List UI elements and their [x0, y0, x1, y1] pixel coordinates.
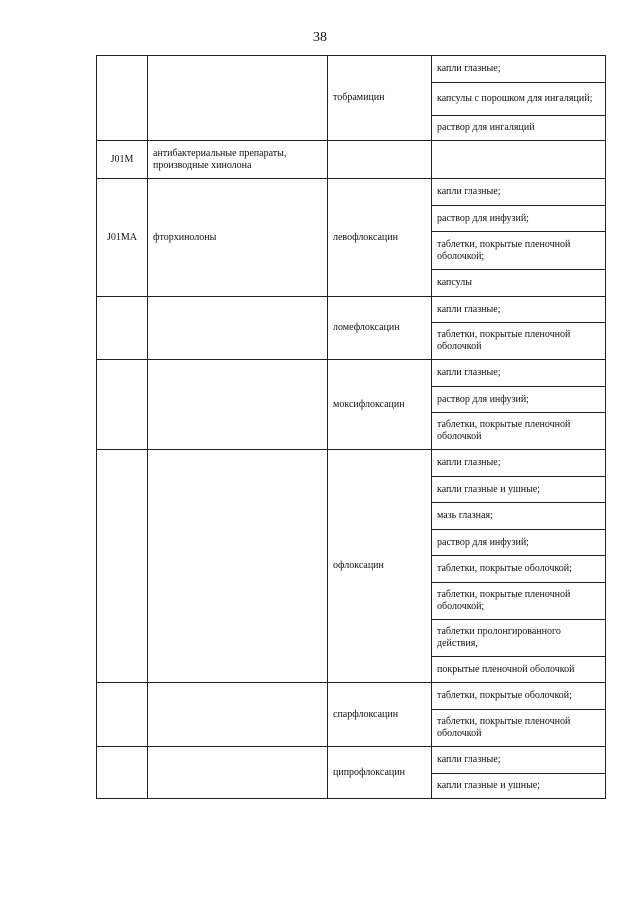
dosage-form-cell: таблетки, покрытые пленочной оболочкой; — [432, 232, 606, 270]
atc-code-cell: J01M — [97, 141, 148, 179]
dosage-form-cell: таблетки, покрытые пленочной оболочкой; — [432, 583, 606, 620]
table-row — [97, 360, 606, 387]
dosage-form-cell: капли глазные; — [432, 360, 606, 387]
dosage-form-cell: таблетки, покрытые пленочной оболочкой — [432, 323, 606, 360]
drug-name-cell: ципрофлоксацин — [328, 747, 432, 799]
dosage-form-cell: покрытые пленочной оболочкой — [432, 657, 606, 683]
dosage-form-cell: таблетки, покрытые оболочкой; — [432, 556, 606, 583]
table-row — [97, 747, 606, 774]
group-name-cell — [148, 683, 328, 747]
drug-name-cell — [328, 141, 432, 179]
atc-code-cell — [97, 360, 148, 450]
dosage-form-cell: таблетки, покрытые пленочной оболочкой — [432, 413, 606, 450]
group-name-cell — [148, 360, 328, 450]
atc-code-cell: J01MA — [97, 179, 148, 297]
dosage-form-cell: раствор для инфузий; — [432, 387, 606, 413]
atc-code-cell — [97, 56, 148, 141]
table-row — [97, 56, 606, 83]
group-name-cell — [148, 450, 328, 683]
table-row — [97, 450, 606, 477]
dosage-form-cell: капсулы с порошком для ингаляций; — [432, 83, 606, 116]
dosage-form-cell: капли глазные; — [432, 297, 606, 323]
drug-table — [96, 55, 606, 799]
drug-name-cell: офлоксацин — [328, 450, 432, 683]
table-row — [97, 141, 606, 179]
group-name-cell — [148, 56, 328, 141]
drug-name-cell: ломефлоксацин — [328, 297, 432, 360]
atc-code-cell — [97, 450, 148, 683]
dosage-form-cell: таблетки пролонгированного действия, — [432, 620, 606, 657]
drug-table-body — [97, 56, 606, 799]
dosage-form-cell: капли глазные; — [432, 179, 606, 206]
dosage-form-cell: капли глазные; — [432, 747, 606, 774]
group-name-cell — [148, 747, 328, 799]
page-number: 38 — [313, 30, 327, 45]
table-row — [97, 297, 606, 323]
table-row — [97, 683, 606, 710]
atc-code-cell — [97, 747, 148, 799]
dosage-form-cell: капли глазные и ушные; — [432, 477, 606, 503]
drug-name-cell: спарфлоксацин — [328, 683, 432, 747]
dosage-form-cell: раствор для ингаляций — [432, 116, 606, 141]
group-name-cell: фторхинолоны — [148, 179, 328, 297]
dosage-form-cell: мазь глазная; — [432, 503, 606, 530]
dosage-form-cell: раствор для инфузий; — [432, 530, 606, 556]
drug-name-cell: левофлоксацин — [328, 179, 432, 297]
drug-name-cell: тобрамицин — [328, 56, 432, 141]
dosage-form-cell: таблетки, покрытые пленочной оболочкой — [432, 710, 606, 747]
group-name-cell: антибактериальные препараты, производные хинолона — [148, 141, 328, 179]
dosage-form-cell: капли глазные и ушные; — [432, 774, 606, 799]
dosage-form-cell: капли глазные; — [432, 56, 606, 83]
group-name-cell — [148, 297, 328, 360]
atc-code-cell — [97, 297, 148, 360]
atc-code-cell — [97, 683, 148, 747]
table-row — [97, 179, 606, 206]
dosage-form-cell: капли глазные; — [432, 450, 606, 477]
drug-name-cell: моксифлоксацин — [328, 360, 432, 450]
dosage-form-cell: капсулы — [432, 270, 606, 297]
dosage-form-cell: таблетки, покрытые оболочкой; — [432, 683, 606, 710]
dosage-form-cell: раствор для инфузий; — [432, 206, 606, 232]
dosage-form-cell — [432, 141, 606, 179]
